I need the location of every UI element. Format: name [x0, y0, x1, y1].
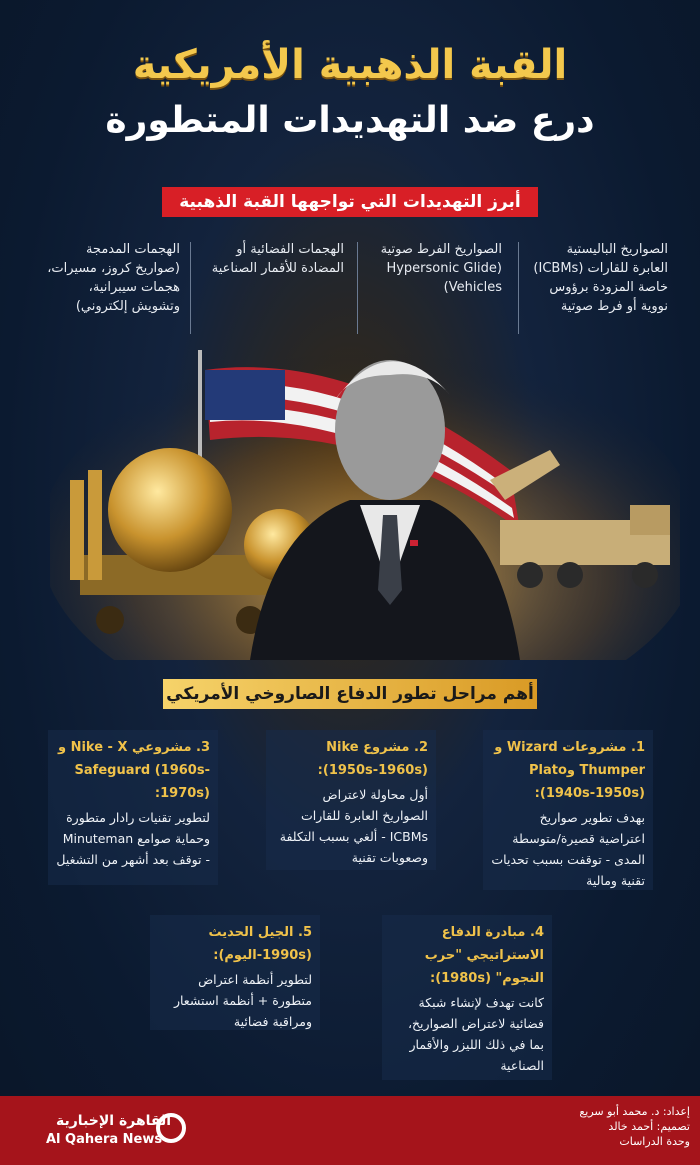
stage-card-body: لتطوير أنظمة اعتراض متطورة + أنظمة استشعار ومراقبة فضائية [173, 972, 312, 1029]
credit-design: تصميم: أحمد خالد [608, 1120, 690, 1133]
credit-unit: وحدة الدراسات [619, 1135, 690, 1148]
title-line-2: درع ضد التهديدات المتطورة [105, 100, 595, 141]
stage-card-title: 3. مشروعي Nike - X و Safeguard (1960s-1970s): [57, 740, 210, 801]
stage-card-3 [48, 730, 218, 885]
threats-heading: أبرز التهديدات التي تواجهها القبة الذهبية [162, 187, 538, 217]
credits [540, 1104, 690, 1149]
threat-item-1: الصواريخ الباليستية العابرة للقارات (ICBMs) خاصة المزودة برؤوس نووية أو فرط صوتية [533, 242, 668, 314]
title-line-1: القبة الذهبية الأمريكية [132, 42, 568, 88]
stage-card-title: 1. مشروعات Wizard و Thumper وPlato (1940s-1950s): [494, 740, 645, 801]
divider-1 [518, 242, 519, 334]
credit-prepared-by: إعداد: د. محمد أبو سريع [579, 1105, 690, 1118]
stage-card-4 [382, 915, 552, 1080]
threat-item-2: الصواريخ الفرط صوتية (Hypersonic Glide Vehicles) [380, 242, 502, 295]
divider-3 [190, 242, 191, 334]
stage-card-5 [150, 915, 320, 1030]
divider-2 [357, 242, 358, 334]
hero-illustration [50, 330, 680, 660]
threat-item-4: الهجمات المدمجة (صواريخ كروز، مسيرات، هجمات سيبرانية، وتشويش إلكتروني) [47, 242, 180, 314]
logo-arabic: القاهرة الإخبارية [56, 1113, 172, 1129]
stage-card-body: بهدف تطوير صواريخ اعتراضية قصيرة/متوسطة المدى - توقفت بسبب تحديات تقنية ومالية [491, 810, 645, 888]
stage-card-title: 2. مشروع Nike (1950s-1960s): [317, 740, 428, 778]
stage-card-title: 5. الجيل الحديث (1990s-اليوم): [208, 925, 312, 963]
stage-card-title: 4. مبادرة الدفاع الاستراتيجي "حرب النجوم" (1980s): [424, 925, 544, 986]
stage-card-2 [266, 730, 436, 870]
stage-card-body: كانت تهدف لإنشاء شبكة فضائية لاعتراض الصواريخ، بما في ذلك الليزر والأقمار الصناعية [407, 995, 544, 1073]
stage-card-body: لتطوير تقنيات رادار متطورة وحماية صوامع Minuteman - توقف بعد أشهر من التشغيل [56, 810, 210, 867]
stage-card-1 [483, 730, 653, 890]
threat-item-3: الهجمات الفضائية أو المضادة للأقمار الصناعية [211, 242, 344, 276]
stages-heading: أهم مراحل تطور الدفاع الصاروخي الأمريكي [163, 679, 537, 709]
stage-card-body: أول محاولة لاعتراض الصواريخ العابرة للقارات ICBMs - ألغي بسبب التكلفة وصعوبات تقنية [279, 787, 428, 865]
logo-english: Al Qahera News [46, 1132, 163, 1147]
